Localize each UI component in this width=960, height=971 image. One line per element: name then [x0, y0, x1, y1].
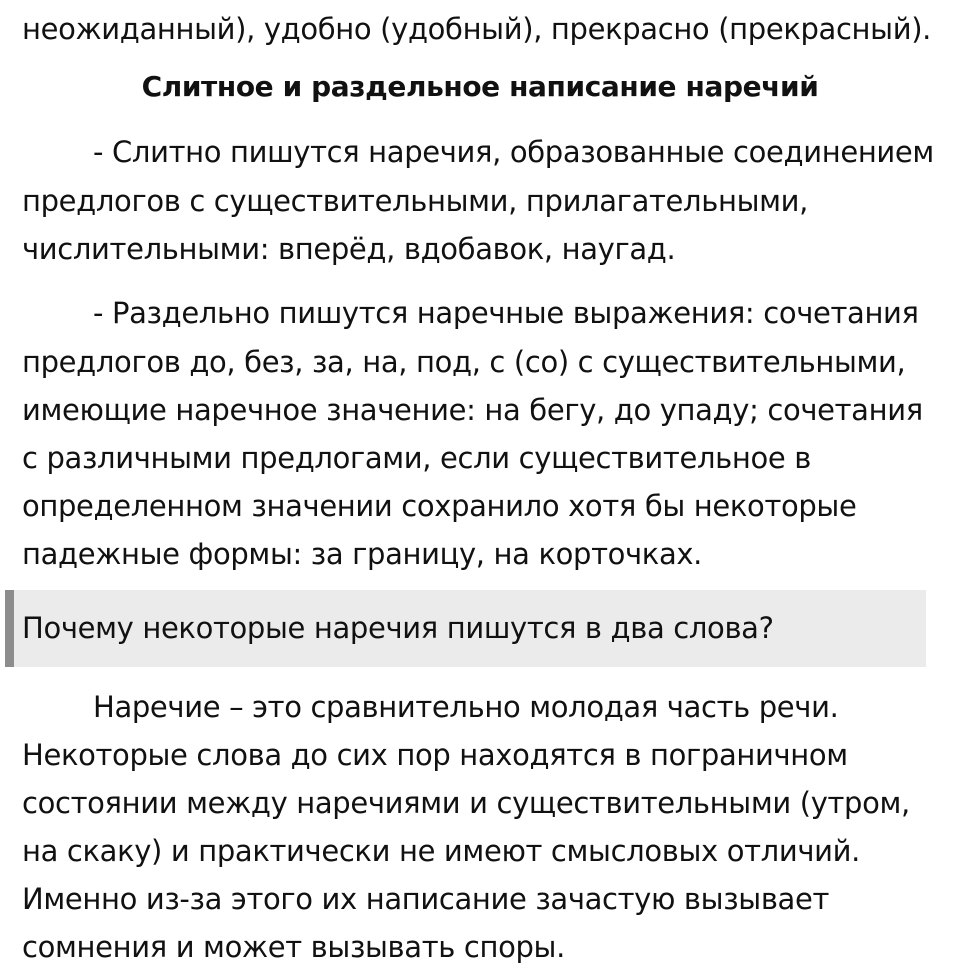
paragraph-line: числительными: вперёд, вдобавок, наугад.: [22, 232, 676, 266]
paragraph-line: сомнения и может вызывать споры.: [22, 930, 565, 964]
paragraph-line: - Раздельно пишутся наречные выражения: сочетания: [93, 296, 919, 330]
paragraph-line: - Слитно пишутся наречия, образованные соединением: [93, 135, 934, 169]
paragraph-line: имеющие наречное значение: на бегу, до упаду; сочетания: [22, 393, 923, 427]
paragraph-line: Именно из-за этого их написание зачастую вызывает: [22, 882, 830, 916]
paragraph-line: предлогов с существительными, прилагательными,: [22, 184, 809, 218]
intro-text-line: неожиданный), удобно (удобный), прекрасно (прекрасный).: [22, 12, 932, 46]
paragraph-line: Некоторые слова до сих пор находятся в пограничном: [22, 738, 848, 772]
question-accent-bar: [5, 590, 14, 667]
paragraph-line: на скаку) и практически не имеют смысловых отличий.: [22, 834, 860, 868]
paragraph-line: предлогов до, без, за, на, под, с (со) с существительными,: [22, 345, 906, 379]
paragraph-line: с различными предлогами, если существительное в: [22, 441, 811, 475]
paragraph-line: падежные формы: за границу, на корточках.: [22, 537, 703, 571]
paragraph-line: определенном значении сохранило хотя бы некоторые: [22, 489, 857, 523]
question-text: Почему некоторые наречия пишутся в два слова?: [22, 611, 774, 645]
paragraph-line: состоянии между наречиями и существительными (утром,: [22, 786, 910, 820]
question-callout: [5, 590, 926, 667]
section-heading: Слитное и раздельное написание наречий: [141, 70, 819, 103]
paragraph-line: Наречие – это сравнительно молодая часть речи.: [93, 690, 839, 724]
